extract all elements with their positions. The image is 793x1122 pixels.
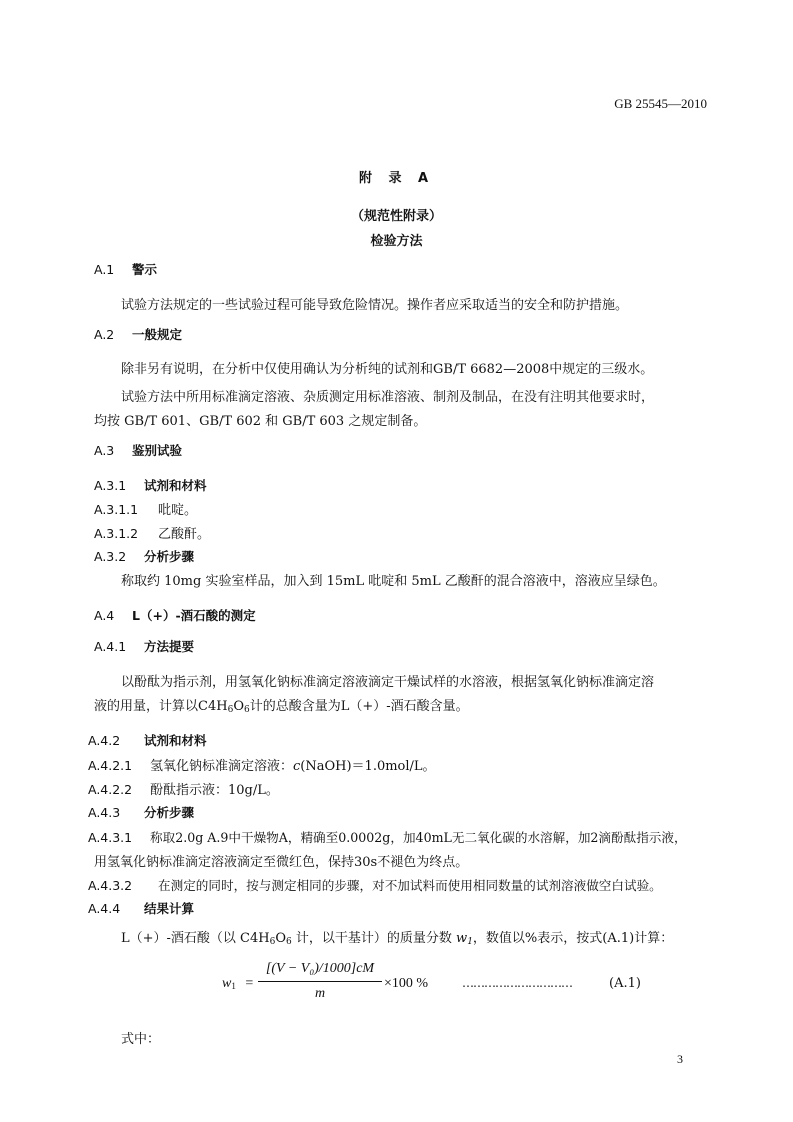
paragraph: 除非另有说明，在分析中仅使用确认为分析纯的试剂和GB/T 6682—2008中规定的三级水。 [121, 362, 654, 377]
section-a3-heading [94, 441, 182, 459]
paragraph: 试验方法规定的一些试验过程可能导致危险情况。操作者应采取适当的安全和防护措施。 [121, 298, 629, 313]
item-a312 [94, 523, 210, 542]
text: 氢氧化钠标准滴定溶液： [150, 759, 294, 774]
section-number: A.4.3.2 [88, 878, 133, 893]
section-title: 分析步骤 [144, 805, 195, 820]
section-number: A.4.1 [94, 639, 127, 654]
section-number: A.4.2.2 [88, 782, 133, 797]
paragraph-with-formula: L（+）-酒石酸（以 $C4H_6O_6$ 计，以干基计）的质量分数 $w_1$，数值以%表示，按式(A.1)计算： [121, 931, 674, 947]
appendix-heading: 检验方法 [370, 234, 423, 249]
paragraph: 称取约 10mg 实验室样品，加入到 15mL 吡啶和 5mL 乙酸酐的混合溶液中，溶液应呈绿色。 [121, 574, 666, 589]
variable-subscript: 1 [467, 937, 473, 947]
text: 计的总酸含量为L（+）-酒石酸含量。 [249, 699, 469, 714]
section-number: A.4.4 [88, 901, 121, 916]
section-a32-heading [94, 547, 194, 565]
fraction-bar [258, 981, 382, 982]
formula-fraction [258, 961, 382, 1002]
section-title: 鉴别试验 [132, 443, 183, 458]
section-number: A.3.1.2 [94, 526, 139, 541]
section-number: A.3.1 [94, 478, 127, 493]
section-number: A.4 [94, 608, 115, 623]
text: 计，以干基计）的质量分数 [295, 931, 457, 946]
section-number: A.4.2.1 [88, 758, 133, 773]
text: (NaOH)＝1.0mol/L。 [300, 759, 436, 774]
concentration-symbol: c [293, 759, 301, 774]
section-title: 分析步骤 [144, 549, 195, 564]
standard-number: GB 25545—2010 [614, 96, 707, 111]
section-number: A.3 [94, 443, 115, 458]
paragraph: 以酚酞为指示剂，用氢氧化钠标准滴定溶液滴定干燥试样的水溶液，根据氢氧化钠标准滴定溶 [121, 675, 655, 690]
section-title: 一般规定 [132, 327, 183, 342]
section-a2-heading [94, 325, 182, 343]
numerator: [(V − V₀)/1000]cM [265, 961, 375, 976]
section-a1-heading [94, 260, 157, 278]
section-a43-heading [88, 803, 194, 821]
denominator: m [314, 986, 326, 1001]
item-text: 乙酸酐。 [158, 527, 211, 542]
item-text: 吡啶。 [158, 503, 198, 518]
section-a44-heading [88, 899, 194, 917]
section-number: A.4.3 [88, 805, 121, 820]
section-a42-heading [88, 731, 207, 749]
section-a31-heading [94, 476, 207, 494]
section-title: 结果计算 [144, 901, 195, 916]
section-number: A.4.2 [88, 733, 121, 748]
paragraph: 均按 GB/T 601、GB/T 602 和 GB/T 603 之规定制备。 [94, 414, 427, 429]
section-number: A.4.3.1 [88, 830, 133, 845]
page-number: 3 [677, 1052, 683, 1066]
equals-sign: = [245, 976, 254, 991]
section-number: A.1 [94, 262, 115, 277]
text: ，数值以%表示，按式(A.1)计算： [472, 931, 674, 946]
item-a421 [88, 755, 436, 774]
section-title: 方法提要 [144, 639, 195, 654]
variable: w [222, 976, 232, 991]
section-a41-heading [94, 637, 194, 655]
formula-label: (A.1) [609, 976, 641, 991]
formula-multiplier: ×100 % [384, 976, 429, 991]
item-text: 酚酞指示液：10g/L。 [150, 783, 279, 798]
variable-subscript: 1 [231, 981, 236, 991]
formula-dots: ………………………… [462, 976, 572, 990]
section-number: A.3.2 [94, 549, 127, 564]
item-a432 [88, 875, 662, 894]
item-a422 [88, 779, 279, 798]
paragraph-with-formula: 液的用量，计算以$C4H_6O_6$计的总酸含量为L（+）-酒石酸含量。 [94, 699, 469, 715]
section-title: L（+）-酒石酸的测定 [132, 608, 256, 623]
section-title: 试剂和材料 [144, 478, 207, 493]
text: 液的用量，计算以C [94, 699, 208, 714]
section-title: 警示 [132, 262, 158, 277]
section-title: 试剂和材料 [144, 733, 207, 748]
text: L（+）-酒石酸（以 C [121, 931, 250, 946]
paragraph: 试验方法中所用标准滴定溶液、杂质测定用标准溶液、制剂及制品，在没有注明其他要求时， [121, 390, 655, 405]
appendix-subtitle: （规范性附录） [350, 209, 442, 224]
item-text: 称取2.0g A.9中干燥物A，精确至0.0002g，加40mL无二氧化碳的水溶解，加2滴酚酞指示液， [150, 830, 687, 845]
paragraph: 用氢氧化钠标准滴定溶液滴定至微红色，保持30s不褪色为终点。 [94, 855, 469, 870]
item-a431 [88, 827, 687, 846]
section-number: A.3.1.1 [94, 502, 139, 517]
formula-lhs [222, 976, 253, 992]
where-label: 式中： [121, 1032, 161, 1047]
item-a311 [94, 499, 197, 518]
item-text: 在测定的同时，按与测定相同的步骤，对不加试料而使用相同数量的试剂溶液做空白试验。 [158, 878, 662, 893]
appendix-title: 附 录 A [358, 171, 435, 186]
variable: w [456, 931, 468, 946]
section-a4-heading [94, 606, 256, 624]
section-number: A.2 [94, 327, 115, 342]
